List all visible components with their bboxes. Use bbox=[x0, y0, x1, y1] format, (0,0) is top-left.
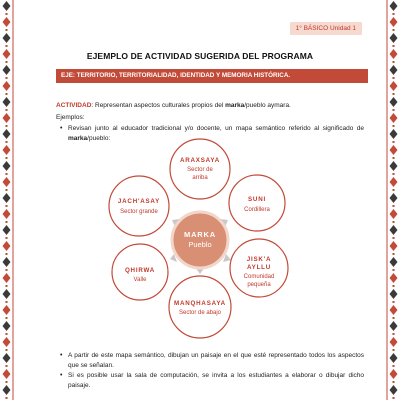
node-jiska-ayllu bbox=[230, 239, 288, 297]
center-node bbox=[172, 212, 228, 268]
node-title: MANQHASAYA bbox=[174, 300, 226, 307]
node-title: JACH'ASAY bbox=[117, 198, 161, 205]
node-title-line: AYLLU bbox=[246, 264, 272, 271]
node-title bbox=[247, 256, 272, 271]
axis-banner: EJE: TERRITORIO, TERRITORIALIDAD, IDENTIDAD Y MEMORIA HISTÓRICA. bbox=[56, 69, 368, 83]
node-suni bbox=[229, 175, 285, 231]
node-title: ARAXSAYA bbox=[180, 157, 220, 164]
activity-bold-word: marka bbox=[225, 102, 245, 109]
activity-label: ACTIVIDAD bbox=[56, 102, 92, 109]
node-subtitle: Valle bbox=[133, 277, 147, 283]
bullet-bold-word: marka bbox=[68, 134, 88, 142]
bullet-item bbox=[60, 371, 364, 390]
node-subtitle: Sector grande bbox=[120, 209, 158, 215]
node-title-line: JISK'A bbox=[246, 256, 272, 263]
node-subtitle: Cordillera bbox=[244, 207, 270, 213]
node-jachasay bbox=[109, 176, 169, 236]
activity-text-after: /pueblo aymara. bbox=[244, 102, 291, 109]
bullet-dot-icon: • bbox=[60, 352, 63, 359]
node-title: QHIRWA bbox=[124, 267, 156, 274]
bullet-text-end: /pueblo: bbox=[87, 134, 111, 142]
examples-label: Ejemplos: bbox=[56, 114, 85, 121]
grade-unit-badge: 1° BÁSICO Unidad 1 bbox=[290, 22, 362, 35]
node-subtitle: Sector de abajo bbox=[178, 310, 222, 316]
node-subtitle: pequeña bbox=[247, 282, 271, 288]
bullet-dot-icon: • bbox=[60, 372, 63, 379]
bullet-text: Si es posible usar la sala de computación, se invita a los estudiantes a elaborar o dibujar dicho paisaje. bbox=[68, 372, 364, 389]
node-qhirwa bbox=[112, 244, 168, 300]
node-subtitle: Sector de bbox=[187, 167, 213, 173]
node-subtitle: Comunidad bbox=[243, 274, 275, 280]
bullet-item bbox=[60, 351, 364, 370]
node-title: SUNI bbox=[248, 196, 266, 203]
node-manqhasaya bbox=[169, 276, 231, 338]
activity-text-before: : Representan aspectos culturales propios del bbox=[91, 102, 226, 109]
bullet-text: A partir de este mapa semántico, dibujan un paisaje en el que esté representado todos los aspectos que se señalan. bbox=[68, 352, 364, 369]
bullet-dot-icon: • bbox=[60, 125, 63, 132]
center-node-title: MARKA bbox=[184, 230, 216, 239]
page-title: EJEMPLO DE ACTIVIDAD SUGERIDA DEL PROGRAMA bbox=[86, 51, 314, 61]
bullet-text: Revisan junto al educador tradicional y/o docente, un mapa semántico referido al significado de bbox=[68, 125, 364, 132]
center-node-subtitle: Pueblo bbox=[188, 240, 212, 249]
node-subtitle: arriba bbox=[192, 175, 208, 181]
node-araxsaya bbox=[170, 139, 230, 199]
